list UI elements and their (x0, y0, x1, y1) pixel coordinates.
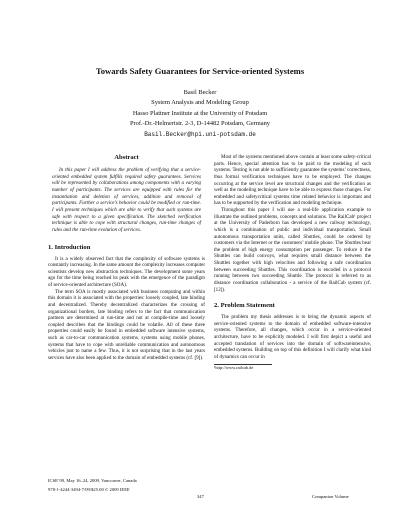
body-paragraph: The problem my thesis addresses is to bring the dynamic aspects of service-oriented systems to the domain of embedded software-intensive systems. Therefore, all changes, which occur in a service-oriented architecture, have to be explicitly modeled. I will first depict a useful and accepted translation of services into the domain of softwareintensive, embedded systems. Building on top of this definition I will clarify what kind of dynamics can occur in (214, 314, 371, 360)
paper-title: Towards Safety Guarantees for Service-oriented Systems (95, 66, 305, 76)
author-group: System Analysis and Modeling Group (151, 99, 249, 107)
author-address: Prof.-Dr.-Helmertstr. 2-3, D-14482 Potsdam, Germany (129, 120, 271, 128)
footer-volume: Companion Volume (312, 494, 349, 499)
right-column (214, 154, 371, 371)
body-paragraph: It is a widely observed fact that the complexity of software systems is constantly increasing. In the same amount the complexity increases computer scientists develop new abstraction techniques. The development some years ago for the time being reached its peak with the emergence of the paradigm of service-oriented architecture (SOA). (48, 255, 205, 289)
footnote: ¹http://www.railcab.de (214, 364, 254, 370)
page-number: 347 (197, 494, 204, 499)
footer-isbn: 978-1-4244-3494-7/09/$25.00 © 2009 IEEE (48, 487, 130, 492)
abstract-heading: Abstract (114, 154, 139, 161)
author-institute: Hasso Plattner Institute at the University of Potsdam (132, 109, 268, 117)
body-paragraph: The term SOA is mostly associated with business computing and within this domain it is associated with the properties: loosely coupled, late binding and decentralized. Thereby decentralized characterizes the crossing of organizational borders, late binding refers to the fact that communication partners are determined at run-time and not at compile-time and loosely coupled describes that the bindings could be volatile. All of these three properties could easily be found in embedded software intensive systems, such as car-to-car communication systems, systems using mobile phones, systems that have to cope with unreliable communication and autonomous vehicles just to name a few. Thus, it is not surprising that in the last years services have also been applied to the domain of embedded systems (cf. [9]). (48, 288, 205, 361)
section-heading-introduction: 1. Introduction (48, 243, 91, 251)
author-block (0, 88, 400, 140)
abstract-text: In this paper I will address the problem of verifying that a service-oriented embedded system fulfills required safety guarantees. Services will be represented by collaborations among components with a varying number of participants. The services are equipped with rules for the instantiation and deletion of services, addition and removal of participants. Further a service’s behavior could be modified or run-time. I will present techniques which are able to verify that such systems are safe with respect to a given specification. The sketched verification technique is able to cope with structural changes, run-time changes of rules and the run-time evolution of services. (52, 167, 201, 233)
body-paragraph: Most of the systems mentioned above contain at least some safety-critical parts. Hence, special attention has to be paid to the modeling of such systems. Testing is not able to sufficiently guarantee the systems’ correctness, thus formal verification techniques have to be employed. The changes occurring at the service level are structural changes and the verification as well as the modeling technique have to be able to express those changes. For embedded and safetycritical systems time related behavior is important and has to be supported by the verification and modeling technique. (214, 154, 371, 207)
footer-conference: ICSE’09, May 16–24, 2009, Vancouver, Canada (48, 478, 137, 483)
section-heading-problem-statement: 2. Problem Statement (214, 302, 275, 310)
author-email: Basil.Becker@hpi.uni-potsdam.de (144, 130, 256, 138)
left-column (48, 154, 205, 362)
author-name: Basil Becker (183, 89, 217, 96)
body-paragraph: Throughout this paper I will use a real-life application example to illustrate the outlined problems, concepts and solutions. The RailCab¹ project at the University of Paderborn has developed a new railway technology, which is a combination of public and individual transportation. Small autonomous transportation units, called Shuttles, could be ordered by customers via the Internet or the customers’ mobile phone. The Shuttles bear the problem of high energy consumption per passenger. To reduce it the Shuttles can build convoys, what requires small distance between the Shuttles together with high velocities and following a safe coordination between succeeding Shuttles. This coordination is encoded in a protocol running between two succeeding Shuttle. The protocol is referred to as distance coordination collaboration - a service of the RailCab system (cf. [12]). (214, 207, 371, 293)
